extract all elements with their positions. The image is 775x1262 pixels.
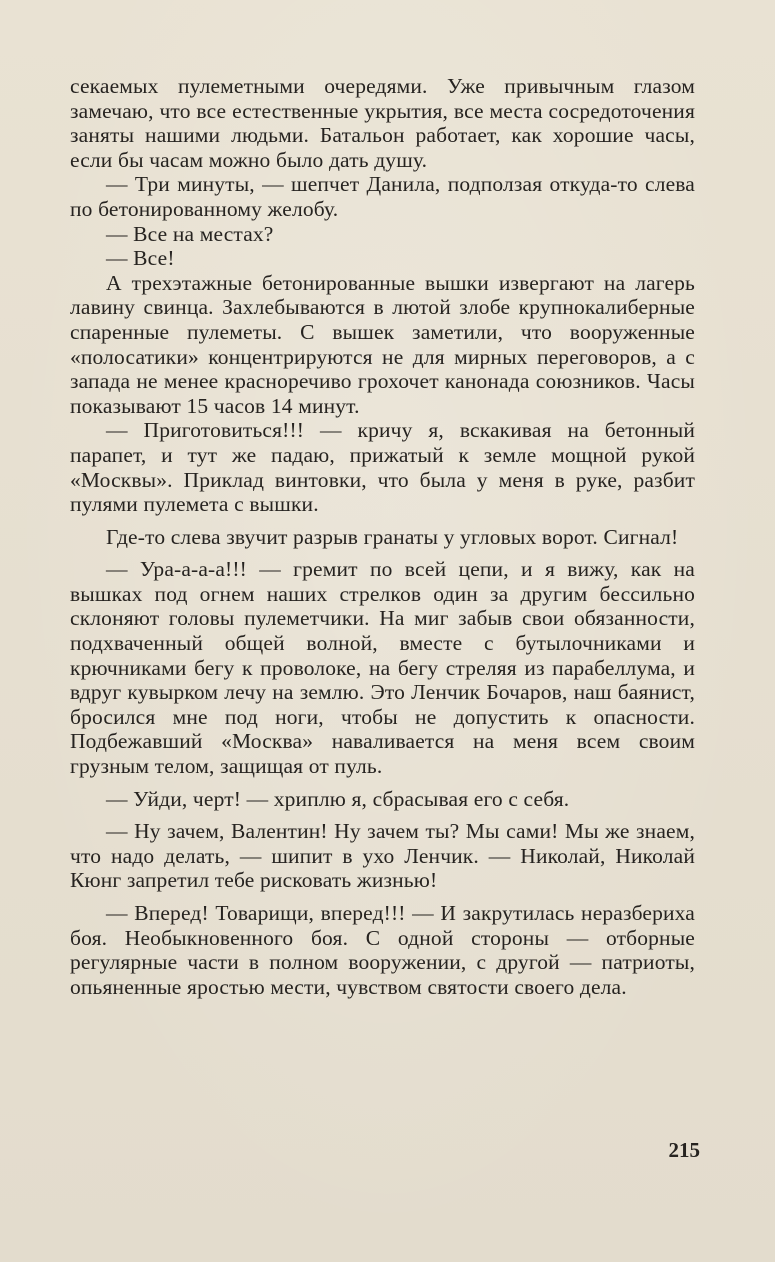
paragraph: секаемых пулеметными очередями. Уже привычным глазом замечаю, что все естественные укрытия, все места сосредоточения заняты нашими людьми. Батальон работает, как хорошие часы, если бы часам можно было дать душу. — [70, 74, 695, 172]
paragraph: Где-то слева звучит разрыв гранаты у угловых ворот. Сигнал! — [106, 524, 679, 549]
paragraph: — Ура-а-а-а!!! — гремит по всей цепи, и я вижу, как на вышках под огнем наших стрелков один за другим бессильно склоняют головы пулеметчики. На миг забыв свои обязанности, подхваченный общей волной, вместе с бутылочниками и крючниками бегу к проволоке, на бегу стреляя из парабеллума, и вдруг кувырком лечу на землю. Это Ленчик Бочаров, наш баянист, бросился мне под ноги, чтобы не допустить к опасности. Подбежавший «Москва» наваливается на меня всем своим грузным телом, защищая от пуль. — [70, 557, 695, 779]
paragraph: — Приготовиться!!! — кричу я, вскакивая на бетонный парапет, и тут же падаю, прижатый к земле мощной рукой «Москвы». Приклад винтовки, что была у меня в руке, разбит пулями пулемета с вышки. — [70, 418, 695, 517]
paragraph: — Ну зачем, Валентин! Ну зачем ты? Мы сами! Мы же знаем, что надо делать, — шипит в ухо Ленчик. — Николай, Николай Кюнг запретил тебе рисковать жизнью! — [70, 819, 695, 893]
paragraph: А трехэтажные бетонированные вышки извергают на лагерь лавину свинца. Захлебываются в лютой злобе крупнокалиберные спаренные пулеметы. С вышек заметили, что вооруженные «полосатики» концентрируются не для мирных переговоров, а с запада не менее красноречиво грохочет канонада союзников. Часы показывают 15 часов 14 минут. — [70, 270, 695, 418]
paragraph: — Все! — [106, 246, 175, 271]
paragraph: — Вперед! Товарищи, вперед!!! — И закрутилась неразбериха боя. Необыкновенного боя. С одной стороны — отборные регулярные части в полном вооружении, с другой — патриоты, опьяненные яростью мести, чувством святости своего дела. — [70, 901, 695, 999]
paragraph: — Все на местах? — [106, 221, 274, 246]
body-text — [70, 74, 695, 999]
page-number: 215 — [668, 1138, 700, 1162]
paragraph: — Три минуты, — шепчет Данила, подползая откуда-то слева по бетонированному желобу. — [70, 172, 695, 221]
paragraph: — Уйди, черт! — хриплю я, сбрасывая его с себя. — [106, 786, 570, 811]
